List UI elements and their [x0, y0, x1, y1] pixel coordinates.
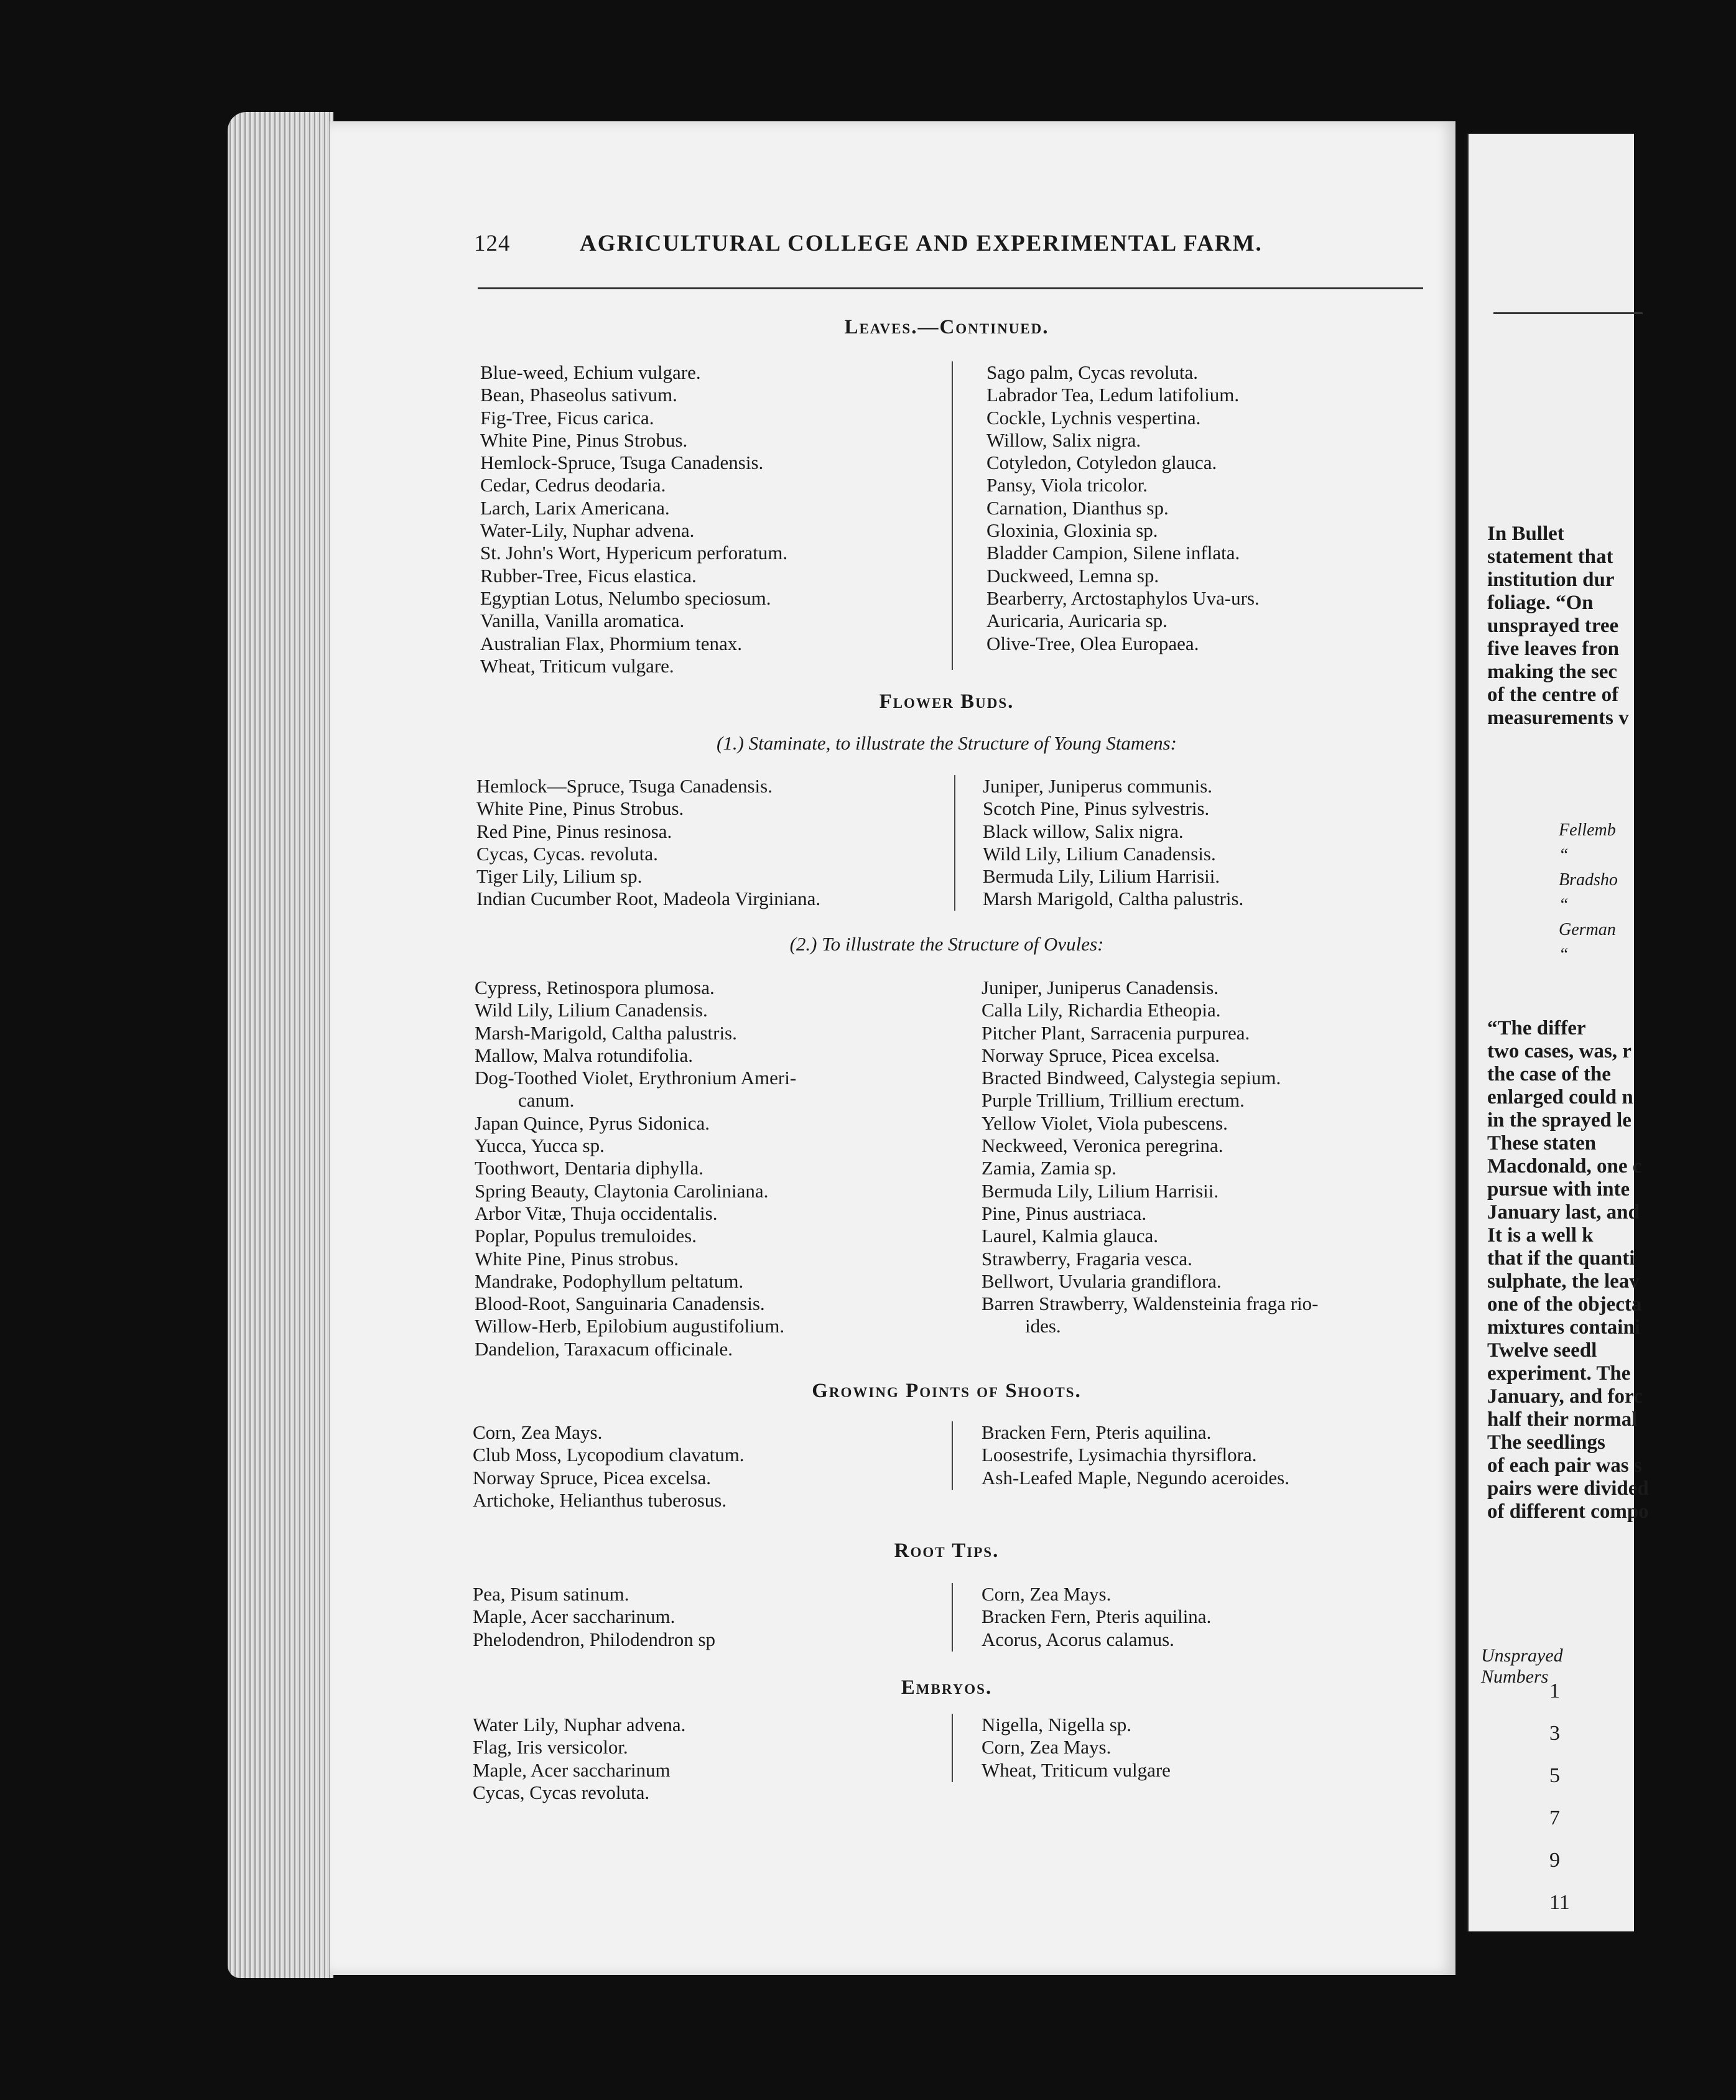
- list-item: Toothwort, Dentaria diphylla.: [475, 1157, 704, 1179]
- list-item: White Pine, Pinus Strobus.: [476, 797, 684, 820]
- leaves-left-column: [480, 361, 787, 677]
- list-item: Egyptian Lotus, Nelumbo speciosum.: [480, 587, 771, 609]
- list-item: of different compo: [1487, 1500, 1649, 1523]
- growing-points-left-column: [473, 1421, 745, 1512]
- list-item: Corn, Zea Mays.: [982, 1583, 1112, 1605]
- list-item: 7: [1549, 1806, 1560, 1829]
- list-item: “The differ: [1487, 1017, 1586, 1039]
- list-item: Blood-Root, Sanguinaria Canadensis.: [475, 1293, 765, 1315]
- list-item: 3: [1549, 1722, 1560, 1745]
- list-item: 11: [1549, 1891, 1570, 1914]
- list-item: Fig-Tree, Ficus carica.: [480, 406, 654, 429]
- list-item: Wheat, Triticum vulgare.: [480, 654, 674, 677]
- list-item: Cypress, Retinospora plumosa.: [475, 977, 715, 998]
- list-item: “: [1559, 895, 1569, 914]
- list-item: Tiger Lily, Lilium sp.: [476, 865, 643, 888]
- list-item: Red Pine, Pinus resinosa.: [476, 820, 672, 842]
- list-item: Yellow Violet, Viola pubescens.: [982, 1112, 1228, 1134]
- list-item: Corn, Zea Mays.: [982, 1736, 1112, 1759]
- list-item: Ash-Leafed Maple, Negundo aceroides.: [982, 1466, 1289, 1489]
- list-item: January last, and: [1487, 1201, 1640, 1224]
- list-item: Auricaria, Auricaria sp.: [986, 610, 1167, 632]
- list-item: Macdonald, one c: [1487, 1155, 1642, 1178]
- list-item: Black willow, Salix nigra.: [983, 820, 1184, 842]
- list-item: Pitcher Plant, Sarracenia purpurea.: [982, 1021, 1250, 1044]
- list-item: Nigella, Nigella sp.: [982, 1714, 1132, 1735]
- list-item: Australian Flax, Phormium tenax.: [480, 632, 743, 654]
- list-item: Carnation, Dianthus sp.: [986, 496, 1169, 519]
- list-item: of each pair was s: [1487, 1454, 1642, 1477]
- list-item: in the sprayed le: [1487, 1109, 1632, 1131]
- list-item: Bradsho: [1559, 870, 1618, 890]
- list-item: Willow, Salix nigra.: [986, 429, 1141, 451]
- list-item: pairs were divided: [1487, 1477, 1649, 1500]
- list-item: Flag, Iris versicolor.: [473, 1736, 628, 1759]
- column-divider: [952, 361, 953, 670]
- list-item: Juniper, Juniperus communis.: [983, 775, 1213, 797]
- list-item: institution dur: [1487, 569, 1615, 591]
- ovules-left-column: [475, 977, 796, 1360]
- column-divider: [952, 1583, 953, 1652]
- facing-page-text-lower: [1487, 1017, 1736, 1523]
- list-item: Cotyledon, Cotyledon glauca.: [986, 452, 1217, 474]
- list-item: Larch, Larix Americana.: [480, 496, 670, 519]
- list-item: Bracken Fern, Pteris aquilina.: [982, 1421, 1212, 1443]
- list-item: Laurel, Kalmia glauca.: [982, 1225, 1159, 1247]
- list-item: Strawberry, Fragaria vesca.: [982, 1247, 1192, 1270]
- page-number: 124: [474, 231, 511, 256]
- list-item: Poplar, Populus tremuloides.: [475, 1225, 697, 1247]
- list-item: Phelodendron, Philodendron sp: [473, 1628, 716, 1650]
- list-item: Wild Lily, Lilium Canadensis.: [983, 842, 1216, 865]
- list-item: Sago palm, Cycas revoluta.: [986, 361, 1199, 383]
- list-item: Norway Spruce, Picea excelsa.: [473, 1466, 712, 1489]
- section-title-leaves: Leaves.—Continued.: [844, 316, 1049, 338]
- list-item: Maple, Acer saccharinum: [473, 1759, 671, 1781]
- section-title-root-tips: Root Tips.: [894, 1540, 1000, 1562]
- list-item: Twelve seedl: [1487, 1339, 1597, 1362]
- list-item: Loosestrife, Lysimachia thyrsiflora.: [982, 1444, 1257, 1466]
- facing-page: [1467, 134, 1649, 1931]
- list-item: foliage. “On: [1487, 592, 1594, 614]
- list-item: Bracken Fern, Pteris aquilina.: [982, 1605, 1212, 1628]
- list-item: It is a well k: [1487, 1224, 1594, 1247]
- list-item: mixtures containi: [1487, 1316, 1640, 1339]
- list-item: canum.: [518, 1089, 575, 1112]
- facing-page-rule: [1493, 312, 1643, 314]
- list-item: White Pine, Pinus strobus.: [475, 1247, 679, 1270]
- list-item: Pansy, Viola tricolor.: [986, 474, 1148, 496]
- list-item: Zamia, Zamia sp.: [982, 1157, 1116, 1179]
- list-item: enlarged could n: [1487, 1086, 1633, 1108]
- list-item: Bellwort, Uvularia grandiflora.: [982, 1270, 1222, 1292]
- list-item: Barren Strawberry, Waldensteinia fraga rio-: [982, 1293, 1319, 1315]
- list-item: Bracted Bindweed, Calystegia sepium.: [982, 1067, 1281, 1089]
- list-item: “: [1559, 845, 1569, 865]
- staminate-left-column: [476, 775, 820, 911]
- list-item: Cycas, Cycas revoluta.: [473, 1781, 650, 1803]
- list-item: two cases, was, r: [1487, 1040, 1632, 1062]
- list-item: Blue-weed, Echium vulgare.: [480, 361, 701, 383]
- list-item: Norway Spruce, Picea excelsa.: [982, 1044, 1220, 1066]
- staminate-right-column: [983, 775, 1243, 911]
- list-item: Yucca, Yucca sp.: [475, 1135, 605, 1157]
- list-item: Juniper, Juniperus Canadensis.: [982, 977, 1219, 998]
- list-item: Pea, Pisum satinum.: [473, 1583, 629, 1605]
- list-item: Spring Beauty, Claytonia Caroliniana.: [475, 1179, 769, 1202]
- list-item: Olive-Tree, Olea Europaea.: [986, 632, 1199, 654]
- list-item: Dandelion, Taraxacum officinale.: [475, 1337, 733, 1360]
- list-item: the case of the: [1487, 1063, 1611, 1085]
- list-item: In Bullet: [1487, 523, 1564, 545]
- list-item: Scotch Pine, Pinus sylvestris.: [983, 797, 1210, 820]
- list-item: German: [1559, 920, 1616, 939]
- list-item: Acorus, Acorus calamus.: [982, 1628, 1174, 1650]
- facing-page-text-upper: [1487, 523, 1736, 730]
- list-item: unsprayed tree: [1487, 615, 1619, 637]
- ovules-right-column: [982, 977, 1319, 1338]
- list-item: Corn, Zea Mays.: [473, 1421, 603, 1443]
- list-item: These staten: [1487, 1132, 1597, 1155]
- list-item: making the sec: [1487, 661, 1617, 683]
- list-item: Purple Trillium, Trillium erectum.: [982, 1089, 1245, 1112]
- list-item: ides.: [1025, 1315, 1061, 1337]
- list-item: measurements v: [1487, 707, 1629, 729]
- list-item: 1: [1549, 1680, 1560, 1703]
- running-title: AGRICULTURAL COLLEGE AND EXPERIMENTAL FARM.: [580, 231, 1263, 256]
- subsection-ovules: (2.) To illustrate the Structure of Ovules:: [789, 933, 1104, 955]
- facing-page-table-head: Unsprayed Numbers: [1481, 1645, 1563, 1687]
- list-item: Water-Lily, Nuphar advena.: [480, 519, 695, 542]
- list-item: Calla Lily, Richardia Etheopia.: [982, 999, 1221, 1021]
- list-item: Marsh Marigold, Caltha palustris.: [983, 888, 1244, 910]
- list-item: 5: [1549, 1764, 1560, 1787]
- list-item: Indian Cucumber Root, Madeola Virginiana.: [476, 888, 821, 910]
- list-item: Cycas, Cycas. revoluta.: [476, 842, 658, 865]
- root-tips-left-column: [473, 1583, 715, 1651]
- list-item: Water Lily, Nuphar advena.: [473, 1714, 686, 1735]
- list-item: Artichoke, Helianthus tuberosus.: [473, 1489, 727, 1511]
- list-item: sulphate, the leav: [1487, 1270, 1640, 1293]
- list-item: Arbor Vitæ, Thuja occidentalis.: [475, 1202, 718, 1224]
- list-item: Gloxinia, Gloxinia sp.: [986, 519, 1158, 542]
- list-item: Japan Quince, Pyrus Sidonica.: [475, 1112, 710, 1134]
- embryos-right-column: [982, 1714, 1171, 1782]
- column-divider: [954, 775, 955, 911]
- section-title-embryos: Embryos.: [901, 1676, 993, 1699]
- list-item: Bladder Campion, Silene inflata.: [986, 542, 1240, 564]
- list-item: Cedar, Cedrus deodaria.: [480, 474, 666, 496]
- list-item: Neckweed, Veronica peregrina.: [982, 1135, 1223, 1157]
- column-divider: [952, 1714, 953, 1782]
- section-title-flower-buds: Flower Buds.: [879, 690, 1014, 713]
- section-title-growing-points: Growing Points of Shoots.: [812, 1380, 1082, 1402]
- subsection-staminate: (1.) Staminate, to illustrate the Structure of Young Stamens:: [717, 732, 1177, 754]
- list-item: Pine, Pinus austriaca.: [982, 1202, 1147, 1224]
- list-item: Marsh-Marigold, Caltha palustris.: [475, 1021, 737, 1044]
- header-rule: [478, 287, 1423, 289]
- list-item: Fellemb: [1559, 820, 1616, 840]
- list-item: Mandrake, Podophyllum peltatum.: [475, 1270, 744, 1292]
- list-item: Maple, Acer saccharinum.: [473, 1605, 675, 1628]
- list-item: The seedlings: [1487, 1431, 1605, 1454]
- book-page-edge: [228, 112, 333, 1978]
- facing-page-side-labels: [1559, 818, 1618, 967]
- facing-page-numbers: [1549, 1680, 1570, 1933]
- list-item: experiment. The: [1487, 1362, 1631, 1385]
- list-item: that if the quanti: [1487, 1247, 1635, 1270]
- growing-points-right-column: [982, 1421, 1289, 1489]
- list-item: statement that: [1487, 546, 1613, 568]
- list-item: pursue with inte: [1487, 1178, 1630, 1201]
- list-item: White Pine, Pinus Strobus.: [480, 429, 688, 451]
- list-item: Dog-Toothed Violet, Erythronium Ameri-: [475, 1067, 797, 1089]
- list-item: Willow-Herb, Epilobium augustifolium.: [475, 1315, 785, 1337]
- list-item: Wild Lily, Lilium Canadensis.: [475, 999, 708, 1021]
- list-item: January, and forc: [1487, 1385, 1643, 1408]
- list-item: Vanilla, Vanilla aromatica.: [480, 610, 685, 632]
- list-item: Bean, Phaseolus sativum.: [480, 384, 677, 406]
- root-tips-right-column: [982, 1583, 1211, 1651]
- list-item: Club Moss, Lycopodium clavatum.: [473, 1444, 745, 1466]
- list-item: five leaves fron: [1487, 638, 1620, 660]
- list-item: Labrador Tea, Ledum latifolium.: [986, 384, 1240, 406]
- list-item: St. John's Wort, Hypericum perforatum.: [480, 542, 788, 564]
- list-item: Cockle, Lychnis vespertina.: [986, 406, 1201, 429]
- list-item: Rubber-Tree, Ficus elastica.: [480, 564, 697, 587]
- list-item: 9: [1549, 1849, 1560, 1872]
- list-item: one of the objecta: [1487, 1293, 1642, 1316]
- leaves-right-column: [986, 361, 1260, 655]
- list-item: Bermuda Lily, Lilium Harrisii.: [982, 1179, 1219, 1202]
- list-item: Hemlock-Spruce, Tsuga Canadensis.: [480, 452, 764, 474]
- list-item: Wheat, Triticum vulgare: [982, 1759, 1171, 1781]
- list-item: Bearberry, Arctostaphylos Uva-urs.: [986, 587, 1260, 609]
- column-divider: [952, 1421, 953, 1490]
- list-item: Duckweed, Lemna sp.: [986, 564, 1159, 587]
- list-item: half their normal: [1487, 1408, 1638, 1431]
- list-item: of the centre of: [1487, 684, 1619, 706]
- list-item: Bermuda Lily, Lilium Harrisii.: [983, 865, 1220, 888]
- list-item: Hemlock—Spruce, Tsuga Canadensis.: [476, 775, 773, 797]
- list-item: Mallow, Malva rotundifolia.: [475, 1044, 693, 1066]
- list-item: “: [1559, 945, 1569, 964]
- embryos-left-column: [473, 1714, 685, 1804]
